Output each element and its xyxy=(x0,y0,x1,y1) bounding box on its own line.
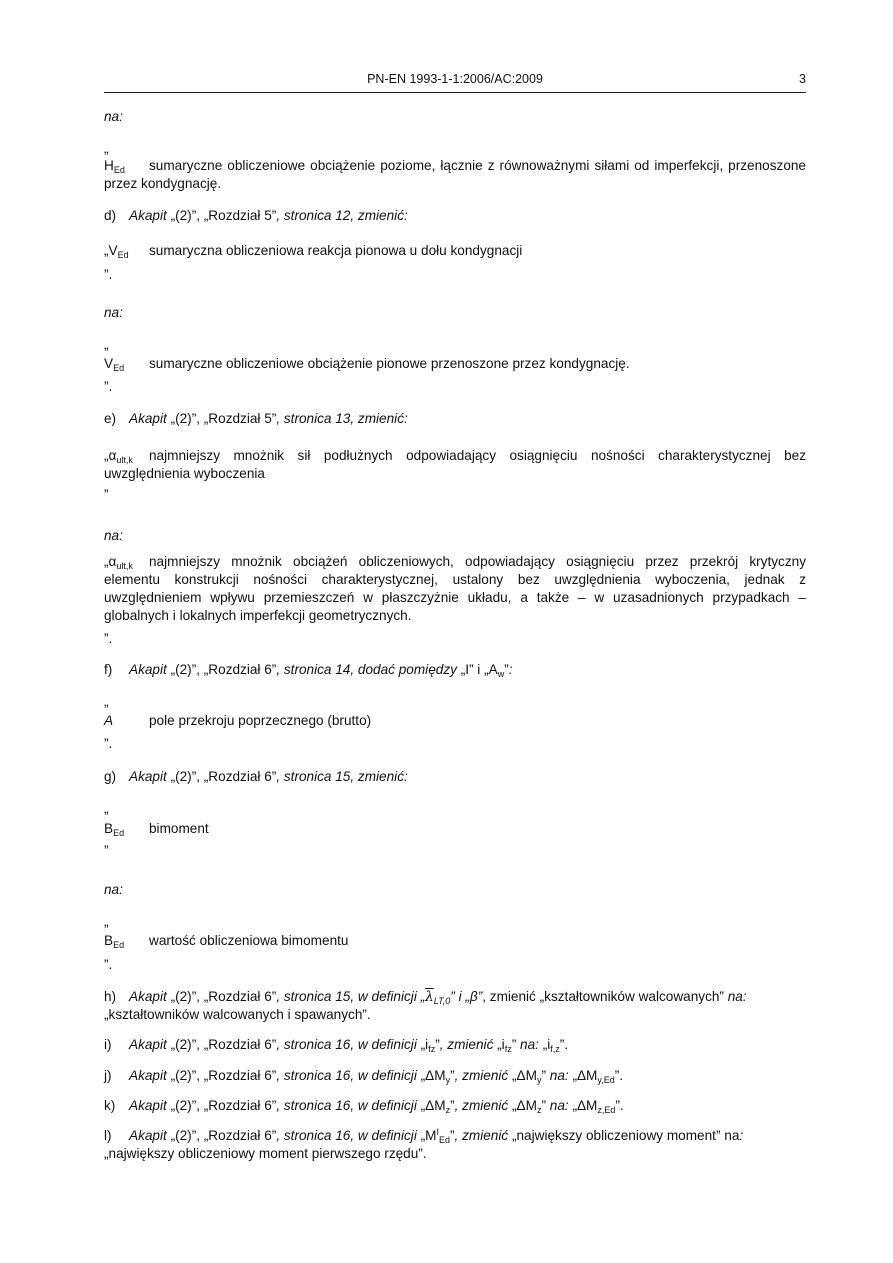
b-ed-old-definition: $B_{Ed}$ bimoment xyxy=(104,821,209,838)
item-g: g) Akapit „(2)”, „Rozdział 6”, stronica 15, zmienić: xyxy=(104,769,408,784)
na-label: na: xyxy=(104,882,123,897)
close-quote: ”. xyxy=(104,957,113,972)
close-quote: ” xyxy=(104,843,109,858)
open-quote: „ xyxy=(104,337,109,352)
definition-text: sumaryczne obliczeniowe obciążenie poziome, łącznie z równoważnymi siłami od imperfekcji, przenoszone przez kondygnację. xyxy=(104,158,806,191)
a-definition: A pole przekroju poprzecznego (brutto) xyxy=(104,713,372,728)
open-quote: „ xyxy=(104,914,109,929)
close-quote: ” xyxy=(104,487,109,502)
item-k: k) Akapit „(2)”, „Rozdział 6”, stronica 16, w definicji $„\Delta M_z$”, zmienić $„\Delta M_z$” na: $„\Delta M_{z,Ed}$”. xyxy=(104,1098,624,1115)
b-ed-new-definition: $B_{Ed}$ wartość obliczeniowa bimomentu xyxy=(104,933,349,950)
item-j: j) Akapit „(2)”, „Rozdział 6”, stronica 16, w definicji $„\Delta M_y$”, zmienić $„\Delta M_y$” na: $„\Delta M_{y,Ed}$”. xyxy=(104,1068,624,1085)
document-title: PN-EN 1993-1-1:2006/AC:2009 xyxy=(367,72,543,86)
alpha-old-definition: $„\alpha_{ult,k}$ najmniejszy mnożnik sił podłużnych odpowiadający osiągnięciu nośności charakterystycznej bez uwzględnienia wyboczenia xyxy=(104,448,806,481)
na-label: na: xyxy=(104,528,123,543)
v-ed-old-definition: $„V_{Ed}$ sumaryczna obliczeniowa reakcja pionowa u dołu kondygnacji xyxy=(104,243,523,260)
item-d: d) Akapit „(2)”, „Rozdział 5”, stronica 12, zmienić: xyxy=(104,208,408,223)
close-quote: ”. xyxy=(104,267,113,282)
item-l-line2: „największy obliczeniowy moment pierwszego rzędu”. xyxy=(104,1146,427,1161)
item-i: i) Akapit „(2)”, „Rozdział 6”, stronica 16, w definicji $„i_{fz}$”, zmienić $„i_{fz}$” na: $„i_{f,z}$”. xyxy=(104,1037,569,1054)
page-header xyxy=(104,70,806,93)
open-quote: „ xyxy=(104,801,109,816)
open-quote: „ xyxy=(104,694,109,709)
close-quote: ”. xyxy=(104,736,113,751)
symbol: $H_{Ed}$ xyxy=(104,158,125,175)
open-quote: „ xyxy=(104,141,109,156)
v-ed-new-definition: $V_{Ed}$ sumaryczne obliczeniowe obciążenie pionowe przenoszone przez kondygnację. xyxy=(104,356,630,373)
h-ed-definition xyxy=(104,157,806,193)
item-f: f) Akapit „(2)”, „Rozdział 6”, stronica 14, dodać pomiędzy „I” i $„A_w$”: xyxy=(104,662,513,679)
alpha-new-definition: $„\alpha_{ult,k}$ najmniejszy mnożnik obciążeń obliczeniowych, odpowiadający osiągnięciu przez przekrój krytyczny elementu konstrukcji nośności charakterystycznej, ustalony bez uwzględnienia wyboczenia, jednak z uwzględnieniem wpływu przemieszczeń w płaszczyżnie układu, a także – w uzasadnionych przypadkach – globalnych i lokalnych imperfekcji geometrycznych. xyxy=(104,554,806,623)
item-e: e) Akapit „(2)”, „Rozdział 5”, stronica 13, zmienić: xyxy=(104,411,408,426)
item-h: h) Akapit „(2)”, „Rozdział 6”, stronica 15, w definicji $„\overline{\lambda}_{LT,0}$” i „β”, zmienić „kształtowników walcowanych” na: xyxy=(104,989,747,1006)
page-number: 3 xyxy=(799,72,806,86)
close-quote: ”. xyxy=(104,379,113,394)
item-h-line2: „kształtowników walcowanych i spawanych”. xyxy=(104,1007,371,1022)
close-quote: ”. xyxy=(104,631,113,646)
item-l: l) Akapit „(2)”, „Rozdział 6”, stronica 16, w definicji $„M^I_{Ed}$”, zmienić „największy obliczeniowy moment” na: xyxy=(104,1127,744,1145)
na-label: na: xyxy=(104,305,123,320)
na-label: na: xyxy=(104,109,123,124)
